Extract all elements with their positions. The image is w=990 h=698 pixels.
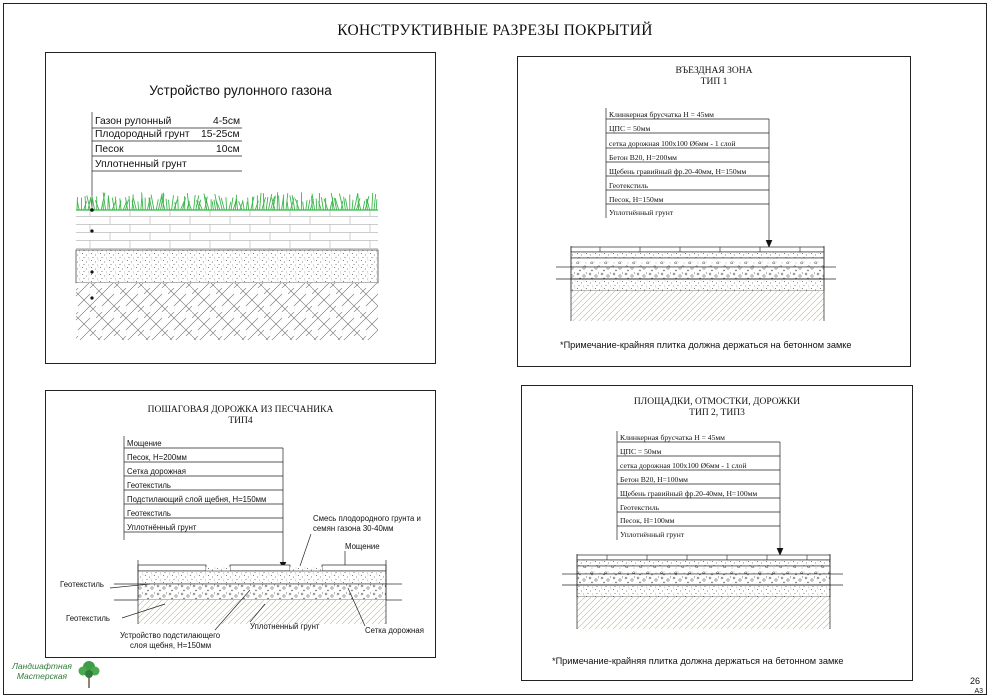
pathway-layer-7: Песок, Н=100мм	[620, 516, 675, 525]
sheet-size: А3	[974, 688, 983, 695]
panel-stepping-path-title-line2: ТИП4	[228, 416, 253, 426]
panel-driveway-title-line2: ТИП 1	[700, 77, 728, 87]
path-layer-7: Уплотнённый грунт	[127, 523, 197, 532]
driveway-layer-8: Уплотнённый грунт	[609, 208, 674, 217]
callout-paving: Мощение	[345, 542, 380, 551]
lawn-layer-3-thickness: 10см	[216, 144, 240, 155]
callout-road-mesh: Сетка дорожная	[365, 626, 424, 635]
path-layer-1: Мощение	[127, 439, 162, 448]
driveway-layer-1: Клинкерная брусчатка Н = 45мм	[609, 110, 714, 119]
callout-compacted-soil: Уплотненный грунт	[250, 622, 320, 631]
path-layer-4: Геотекстиль	[127, 481, 171, 490]
callout-mix-line1: Смесь плодородного грунта и	[313, 514, 421, 523]
pathway-layer-6: Геотекстиль	[620, 503, 660, 512]
panel-pathways	[521, 385, 913, 681]
driveway-layer-7: Песок, Н=150мм	[609, 195, 664, 204]
pathway-layer-5: Щебень гравийный фр.20-40мм, Н=100мм	[620, 489, 758, 498]
pathway-layer-2: ЦПС = 50мм	[620, 447, 662, 456]
path-layer-2: Песок, Н=200мм	[127, 453, 187, 462]
callout-base-line2: слоя щебня, Н=150мм	[130, 641, 212, 650]
pathway-layer-3: сетка дорожная 100х100 Ø6мм - 1 слой	[620, 461, 747, 470]
pathway-note: *Примечание-крайняя плитка должна держаться на бетонном замке	[552, 656, 844, 666]
path-layer-6: Геотекстиль	[127, 509, 171, 518]
panel-roll-lawn	[45, 52, 436, 364]
lawn-layer-2-name: Плодородный грунт	[95, 129, 190, 140]
path-layer-5: Подстилающий слой щебня, Н=150мм	[127, 495, 267, 504]
driveway-layer-2: ЦПС = 50мм	[609, 124, 651, 133]
panel-stepping-path-title	[45, 405, 436, 427]
lawn-layer-1-name: Газон рулонный	[95, 116, 172, 127]
driveway-layer-5: Щебень гравийный фр.20-40мм, Н=150мм	[609, 167, 747, 176]
logo-line2: Мастерская	[16, 671, 68, 681]
lawn-layer-1-thickness: 4-5см	[213, 116, 241, 127]
panel-driveway-title	[517, 66, 911, 88]
driveway-layer-6: Геотекстиль	[609, 181, 649, 190]
logo-text	[10, 661, 74, 681]
studio-logo	[10, 655, 105, 690]
panel-driveway	[517, 56, 911, 367]
pathway-layer-8: Уплотнённый грунт	[620, 530, 685, 539]
lawn-layer-3-name: Песок	[95, 144, 124, 155]
callout-base-line1: Устройство подстилающего	[120, 631, 221, 640]
panel-driveway-title-line1: ВЪЕЗДНАЯ ЗОНА	[675, 66, 753, 76]
pathway-layer-1: Клинкерная брусчатка Н = 45мм	[620, 433, 725, 442]
driveway-layer-3: сетка дорожная 100х100 Ø6мм - 1 слой	[609, 139, 736, 148]
lawn-layer-2-thickness: 15-25см	[201, 129, 240, 140]
callout-mix-line2: семян газона 30-40мм	[313, 524, 394, 533]
page-number: 26	[969, 676, 980, 686]
lawn-layer-4-name: Уплотненный грунт	[95, 159, 187, 170]
logo-line1: Ландшафтная	[12, 661, 72, 671]
callout-geotextile-2: Геотекстиль	[66, 614, 110, 623]
page-title: КОНСТРУКТИВНЫЕ РАЗРЕЗЫ ПОКРЫТИЙ	[337, 22, 653, 39]
panel-pathways-title	[521, 397, 913, 419]
pathway-layer-4: Бетон В20, Н=100мм	[620, 475, 688, 484]
panel-pathways-title-line1: ПЛОЩАДКИ, ОТМОСТКИ, ДОРОЖКИ	[633, 397, 801, 407]
panel-roll-lawn-title: Устройство рулонного газона	[149, 83, 332, 98]
path-layer-3: Сетка дорожная	[127, 467, 186, 476]
panel-pathways-title-line2: ТИП 2, ТИП3	[689, 408, 745, 418]
panel-stepping-path-title-line1: ПОШАГОВАЯ ДОРОЖКА ИЗ ПЕСЧАНИКА	[147, 405, 334, 415]
driveway-layer-4: Бетон В20, Н=200мм	[609, 153, 677, 162]
callout-geotextile-1: Геотекстиль	[60, 580, 104, 589]
driveway-note: *Примечание-крайняя плитка должна держаться на бетонном замке	[560, 340, 852, 350]
